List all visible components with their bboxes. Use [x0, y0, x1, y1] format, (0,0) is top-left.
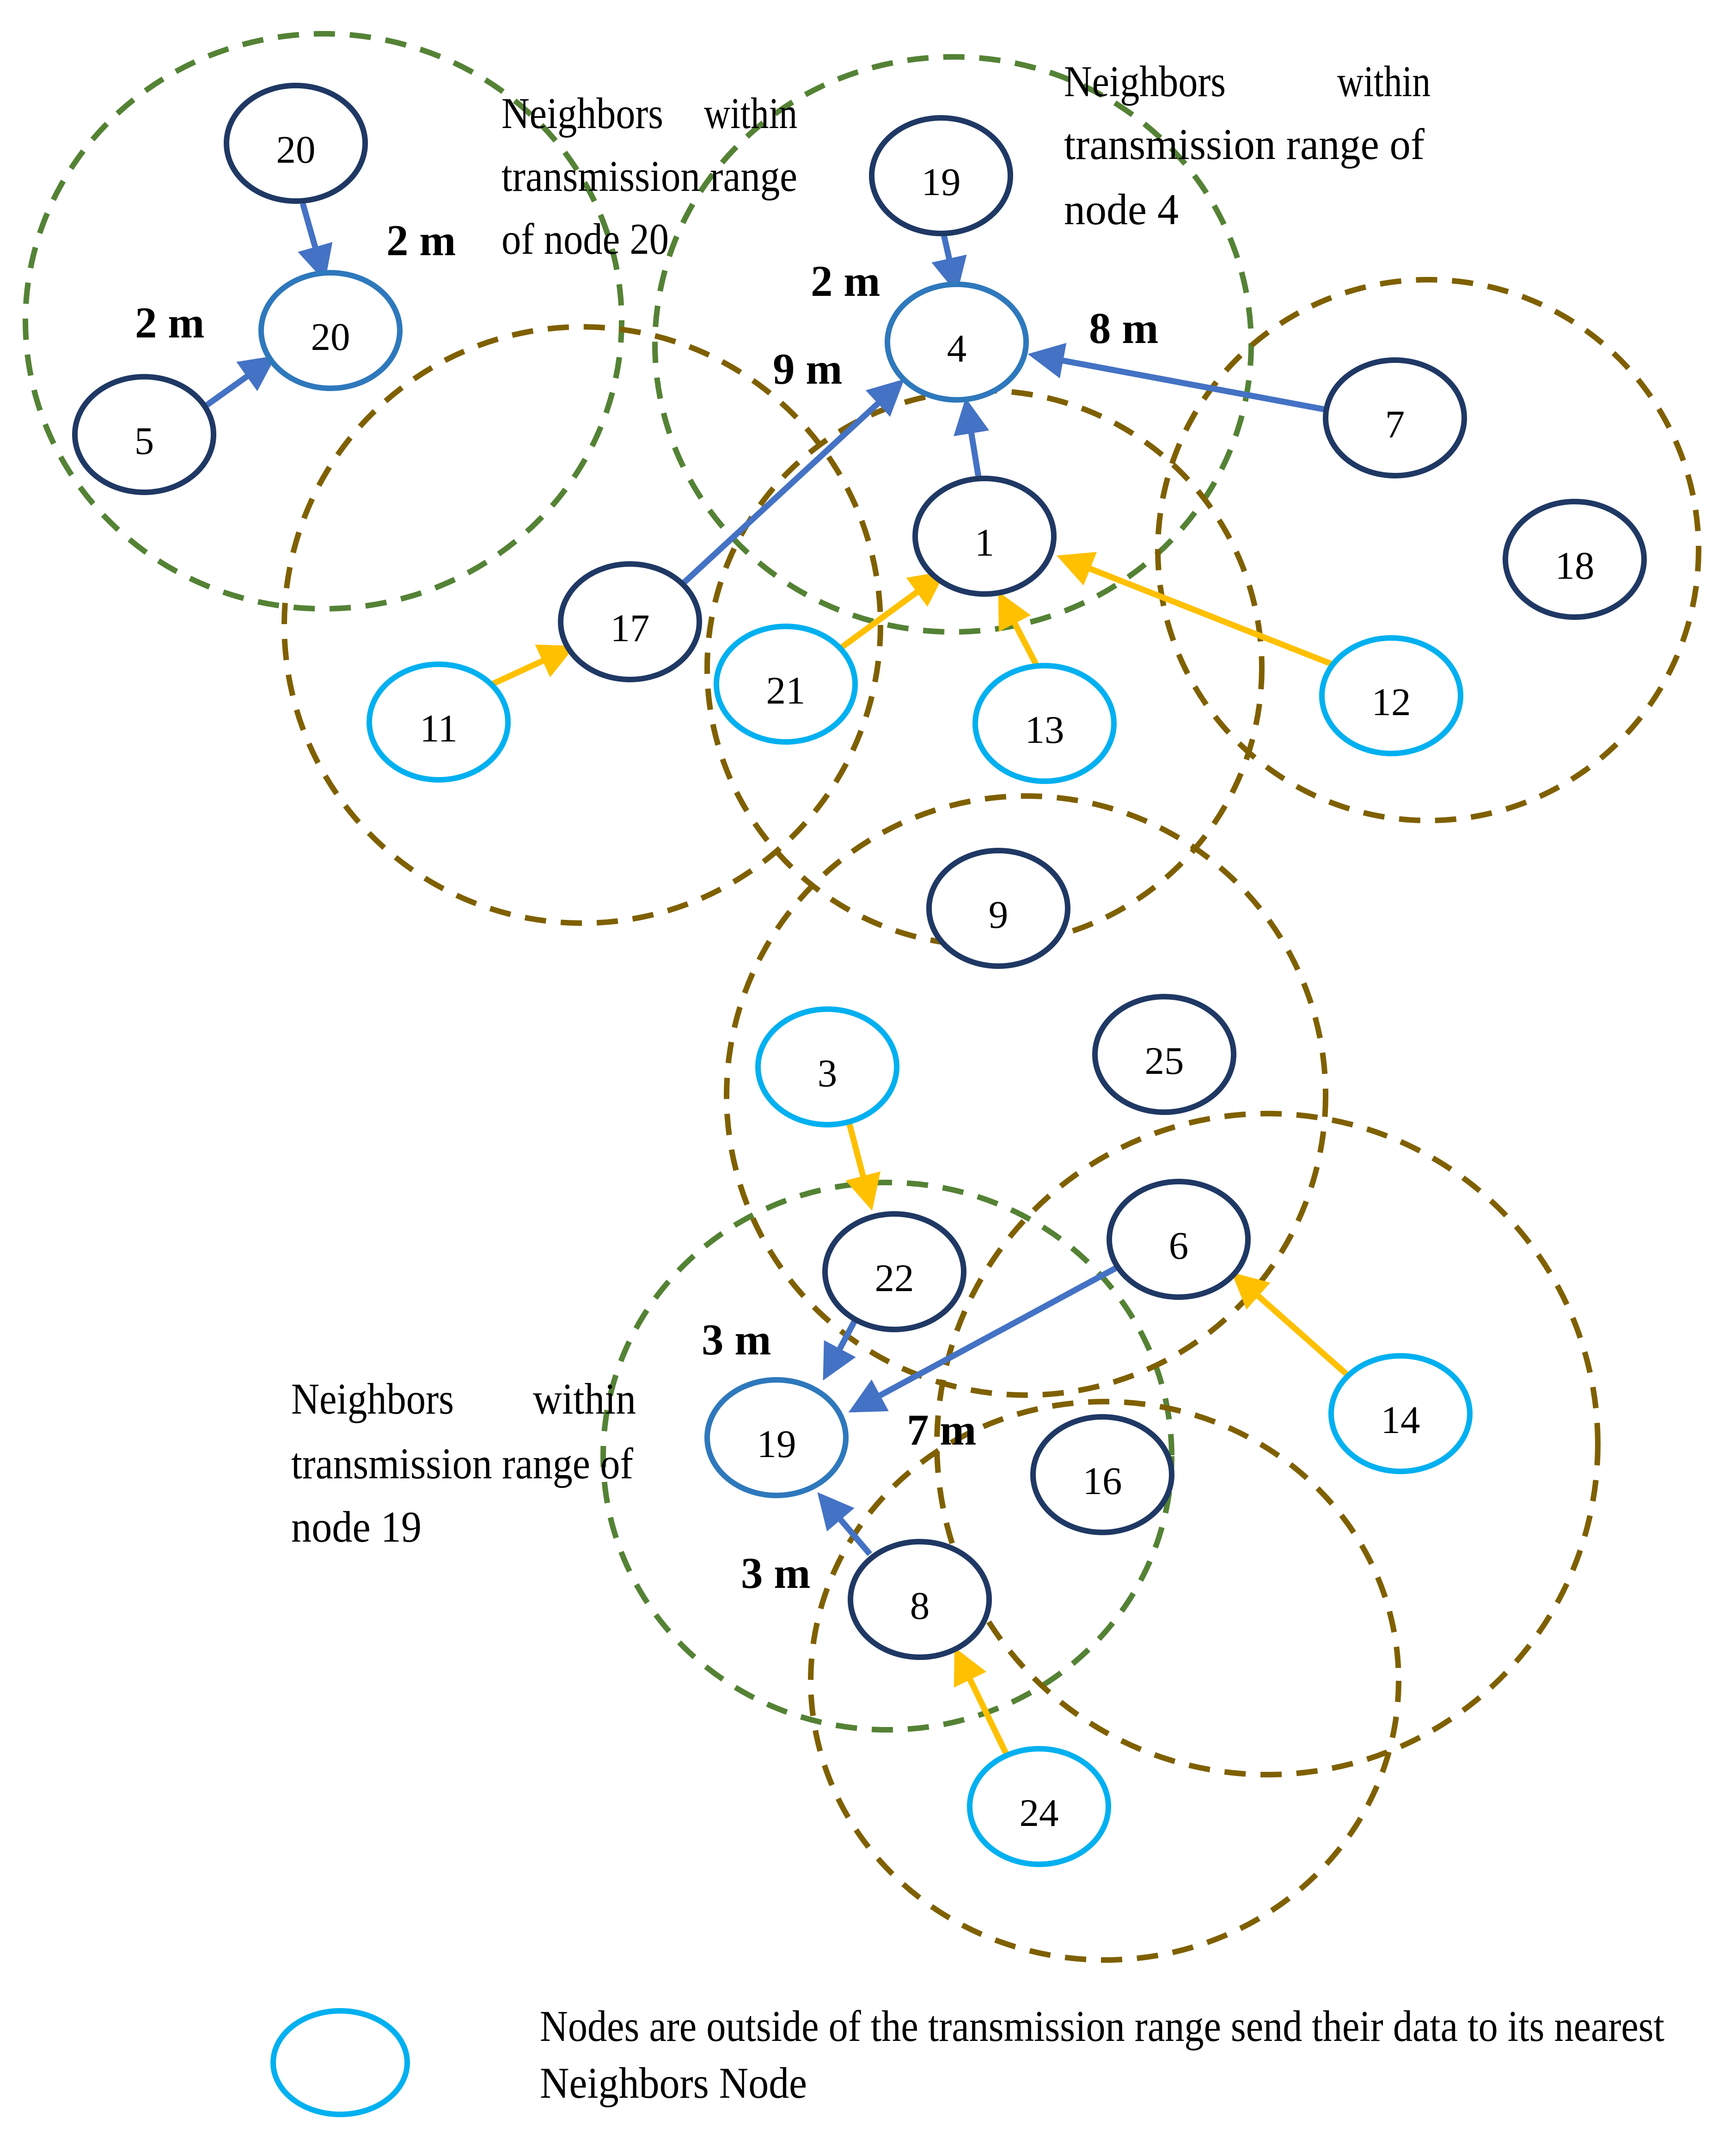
note-node-4-text-0: Neighbors	[1064, 57, 1226, 106]
note-node-19-text-0: Neighbors	[291, 1374, 454, 1423]
legend-outside-node-icon	[273, 2011, 407, 2114]
node-19-hub	[707, 1380, 846, 1495]
node-8	[850, 1542, 989, 1657]
note-node-20-text-1: within	[704, 89, 797, 138]
arrow-21-to-1	[838, 574, 942, 650]
node-16	[1033, 1417, 1172, 1532]
node-label-7: 7	[1385, 403, 1405, 446]
distance-label-3: 9 m	[773, 344, 843, 393]
node-14	[1331, 1356, 1470, 1471]
arrow-14-to-6	[1235, 1276, 1348, 1376]
node-13	[975, 666, 1114, 781]
node-label-19-source: 19	[921, 160, 961, 204]
distance-label-5: 3 m	[702, 1315, 771, 1364]
distance-label-4: 8 m	[1089, 304, 1159, 353]
arrow-24-to-8	[957, 1652, 1007, 1755]
note-node-20	[501, 89, 797, 263]
node-label-13: 13	[1025, 708, 1064, 752]
note-node-19-text-2: transmission range of	[291, 1439, 634, 1488]
arrow-11-to-17	[488, 648, 570, 686]
note-node-20-text-3: of node 20	[501, 214, 669, 263]
node-18	[1505, 502, 1644, 617]
node-label-14: 14	[1381, 1398, 1420, 1442]
arrow-22-to-19hub	[825, 1318, 856, 1376]
sensor-nodes	[75, 86, 1644, 1864]
note-node-4-text-1: within	[1337, 57, 1431, 106]
distance-label-2: 2 m	[811, 257, 880, 306]
node-6	[1109, 1182, 1248, 1297]
node-19-source	[872, 118, 1010, 233]
node-label-6: 6	[1168, 1224, 1189, 1268]
arrow-20-to-20hub	[303, 203, 324, 276]
node-12	[1322, 638, 1461, 753]
node-label-11: 11	[420, 707, 458, 750]
distance-label-6: 7 m	[907, 1405, 977, 1454]
node-label-1: 1	[974, 521, 995, 564]
distance-label-1: 2 m	[135, 298, 205, 347]
node-20-hub	[261, 273, 400, 388]
node-4	[887, 284, 1026, 400]
node-label-21: 21	[766, 669, 806, 712]
note-node-19-text-3: node 19	[291, 1502, 422, 1551]
node-label-3: 3	[817, 1052, 838, 1095]
note-node-20-text-0: Neighbors	[501, 89, 663, 138]
note-node-19-text-1: within	[533, 1374, 636, 1423]
note-node-4	[1064, 57, 1431, 234]
node-label-5: 5	[134, 419, 154, 463]
node-20-source	[226, 86, 365, 201]
node-label-8: 8	[910, 1584, 930, 1628]
node-label-12: 12	[1371, 680, 1411, 724]
node-label-18: 18	[1555, 544, 1595, 588]
node-label-24: 24	[1019, 1791, 1059, 1835]
node-label-22: 22	[874, 1256, 914, 1300]
note-node-4-text-3: node 4	[1064, 185, 1179, 234]
node-1	[915, 478, 1054, 594]
node-label-4: 4	[947, 327, 967, 370]
node-9	[929, 851, 1068, 966]
node-label-20-hub: 20	[311, 315, 350, 359]
node-11	[369, 664, 508, 780]
node-17	[561, 564, 699, 680]
distance-label-0: 2 m	[386, 216, 456, 265]
note-node-19	[291, 1374, 636, 1551]
arrow-5-to-20hub	[206, 359, 272, 406]
node-7	[1326, 360, 1464, 476]
node-label-19-hub: 19	[757, 1422, 796, 1466]
distance-label-7: 3 m	[741, 1549, 811, 1598]
legend	[273, 2002, 1664, 2114]
node-label-16: 16	[1082, 1459, 1122, 1503]
node-5	[75, 377, 214, 492]
arrow-13-to-1	[1001, 596, 1037, 666]
node-22	[825, 1214, 964, 1329]
transmission-range-node-14-16-olive	[937, 1114, 1598, 1775]
node-21	[716, 626, 855, 742]
node-label-25: 25	[1144, 1039, 1184, 1083]
arrow-8-to-19hub	[821, 1496, 870, 1554]
legend-text-line1: Nodes are outside of the transmission range send their data to its nearest	[540, 2002, 1664, 2051]
legend-text-line2: Neighbors Node	[540, 2058, 807, 2107]
node-25	[1095, 997, 1234, 1112]
arrow-7-to-4	[1033, 355, 1326, 410]
note-node-4-text-2: transmission range of	[1064, 120, 1425, 169]
node-3	[758, 1009, 897, 1125]
arrow-12-to-1	[1062, 557, 1331, 664]
node-label-20-source: 20	[276, 128, 316, 172]
note-node-20-text-2: transmission range	[501, 152, 797, 201]
node-24	[970, 1749, 1108, 1864]
arrow-1-to-4	[966, 403, 978, 477]
node-label-17: 17	[610, 606, 650, 650]
arrow-19-to-4	[944, 235, 956, 288]
node-label-9: 9	[988, 893, 1009, 937]
arrow-3-to-22	[850, 1124, 871, 1206]
